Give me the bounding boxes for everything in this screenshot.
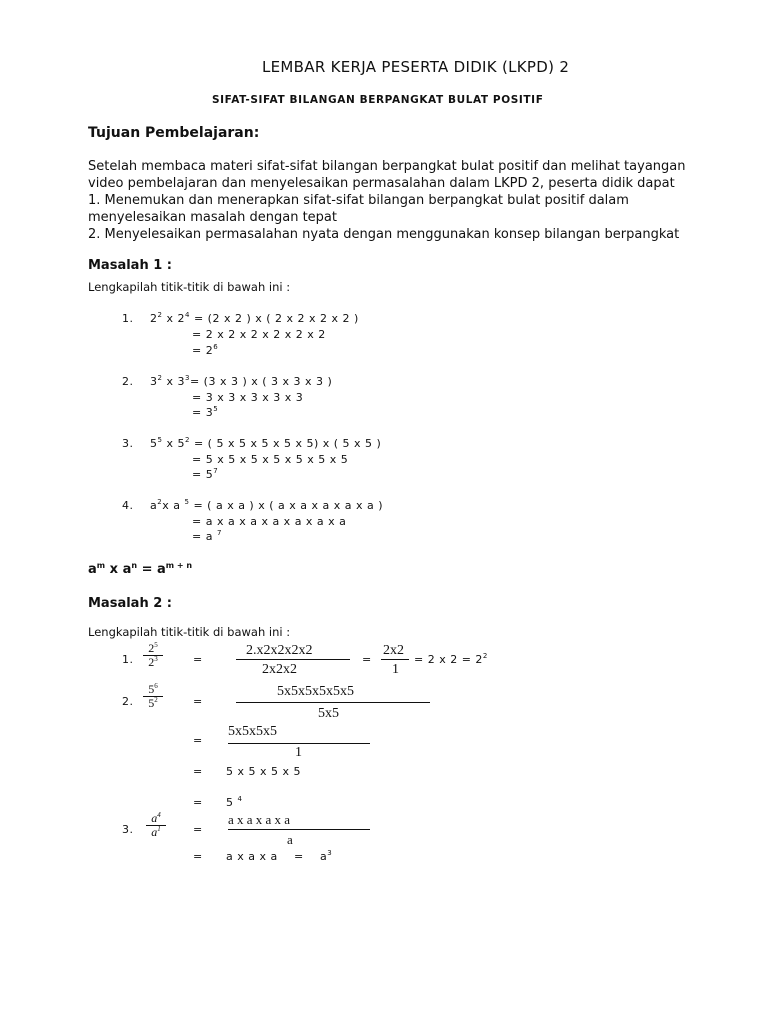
tujuan-heading: Tujuan Pembelajaran: — [88, 125, 260, 141]
fraction-bar — [236, 659, 350, 660]
page-title: LEMBAR KERJA PESERTA DIDIK (LKPD) 2 — [262, 58, 570, 76]
masalah1-item-expression: $2^2$ x $2^4 = (2$ x 2 ) x ( 2 x 2 x 2 x 2 ) — [150, 311, 359, 325]
equals-sign: = — [193, 734, 203, 747]
masalah1-item-result: = $2^6$ — [192, 343, 219, 357]
exponent-rule: $a^m$ x $a^n = a^{m + n}$ — [88, 561, 193, 577]
masalah2-item2-fraction: $5^6$ $5^2$ — [143, 683, 163, 710]
fraction-bar — [236, 702, 430, 703]
tujuan-line: 1. Menemukan dan menerapkan sifat-sifat bilangan berpangkat bulat positif dalam — [88, 193, 629, 208]
tujuan-line: menyelesaikan masalah dengan tepat — [88, 210, 337, 225]
masalah2-item3-step: a x a x a — [226, 850, 278, 863]
masalah2-item1-denominator: 2x2x2 — [262, 662, 297, 677]
masalah2-item1-fraction2-numerator: 2x2 — [383, 643, 404, 658]
masalah1-item-expression: $a^2x$ a $^5$ = ( a x a ) x ( a x a x a x a x a ) — [150, 498, 384, 512]
masalah2-item2-result: 5 $^4$ — [226, 795, 243, 809]
masalah1-item-number: 4. — [122, 499, 134, 512]
masalah1-item-step: = 3 x 3 x 3 x 3 x 3 — [192, 391, 304, 404]
masalah1-item-result: = $5^7$ — [192, 467, 219, 481]
masalah2-item2-step: 5 x 5 x 5 x 5 — [226, 765, 302, 778]
equals-sign: = — [362, 653, 372, 666]
masalah1-item-number: 3. — [122, 437, 134, 450]
masalah2-item1-fraction: $2^5$ $2^3$ — [143, 642, 163, 669]
equals-sign: = — [193, 695, 203, 708]
equals-sign: = — [193, 796, 203, 809]
masalah2-item2-step-denominator: 1 — [295, 745, 302, 760]
masalah2-item2-step-numerator: 5x5x5x5 — [228, 724, 277, 739]
page-subtitle: SIFAT-SIFAT BILANGAN BERPANGKAT BULAT POSITIF — [212, 94, 544, 106]
masalah1-item-expression: $3^2$ x $3^3= (3$ x 3 ) x ( 3 x 3 x 3 ) — [150, 374, 333, 388]
masalah2-item3-result: $a^3$ — [320, 849, 333, 863]
masalah2-item-number: 2. — [122, 695, 134, 708]
equals-sign: = — [193, 765, 203, 778]
fraction-bar — [228, 829, 370, 830]
fraction-bar — [228, 743, 370, 744]
tujuan-line: video pembelajaran dan menyelesaikan permasalahan dalam LKPD 2, peserta didik dapat — [88, 176, 675, 191]
masalah2-item-number: 1. — [122, 653, 134, 666]
equals-sign: = — [294, 850, 304, 863]
masalah1-instruction: Lengkapilah titik-titik di bawah ini : — [88, 280, 291, 294]
tujuan-line: 2. Menyelesaikan permasalahan nyata dengan menggunakan konsep bilangan berpangkat — [88, 227, 680, 242]
equals-sign: = — [193, 653, 203, 666]
masalah2-item2-denominator: 5x5 — [318, 706, 339, 721]
masalah1-item-step: = 5 x 5 x 5 x 5 x 5 x 5 x 5 — [192, 453, 349, 466]
masalah2-item1-numerator: 2.x2x2x2x2 — [246, 643, 313, 658]
masalah1-item-result: = a $^7$ — [192, 529, 222, 543]
masalah2-item1-fraction2-denominator: 1 — [392, 662, 399, 677]
equals-sign: = — [193, 850, 203, 863]
fraction-bar — [381, 659, 409, 660]
masalah2-heading: Masalah 2 : — [88, 596, 172, 611]
masalah1-item-expression: $5^5$ x $5^2$ = ( 5 x 5 x 5 x 5 x 5) x ( 5 x 5 ) — [150, 436, 382, 450]
masalah2-item1-result: = 2 x $2 = 2^2$ — [414, 652, 488, 666]
masalah2-item3-denominator: a — [287, 832, 293, 847]
masalah1-item-number: 1. — [122, 312, 134, 325]
masalah2-item-number: 3. — [122, 823, 134, 836]
masalah1-item-step: = 2 x 2 x 2 x 2 x 2 x 2 — [192, 328, 326, 341]
masalah1-item-number: 2. — [122, 375, 134, 388]
tujuan-line: Setelah membaca materi sifat-sifat bilangan berpangkat bulat positif dan melihat tayangan — [88, 159, 686, 174]
masalah2-item2-numerator: 5x5x5x5x5x5 — [277, 684, 354, 699]
equals-sign: = — [193, 823, 203, 836]
masalah1-heading: Masalah 1 : — [88, 258, 172, 273]
masalah1-item-step: = a x a x a x a x a x a x a — [192, 515, 347, 528]
masalah2-item3-numerator: a x a x a x a — [228, 812, 291, 827]
masalah2-instruction: Lengkapilah titik-titik di bawah ini : — [88, 625, 291, 639]
masalah2-item3-fraction: $a^4$ $a^1$ — [146, 812, 166, 839]
masalah1-item-result: = $3^5$ — [192, 405, 219, 419]
